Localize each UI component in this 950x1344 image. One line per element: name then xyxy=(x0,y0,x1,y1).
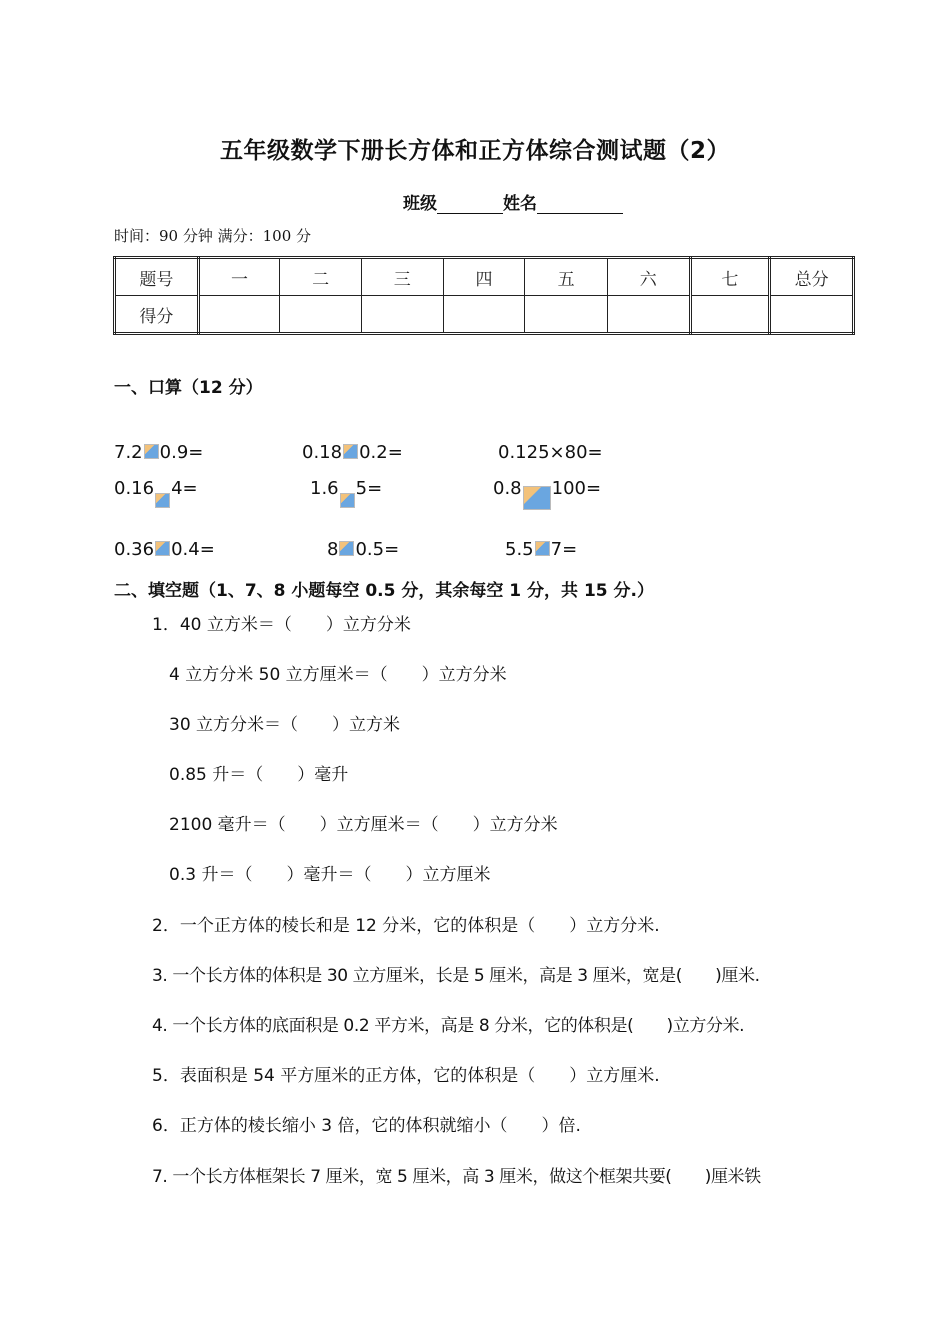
section-2-heading: 二、填空题（1、7、8 小题每空 0.5 分，其余每空 1 分，共 15 分.） xyxy=(114,581,654,601)
question-line: 3. 一个长方体的体积是 30 立方厘米，长是 5 厘米，高是 3 厘米，宽是( )厘米. xyxy=(152,966,760,986)
calc-item: 0.16 4= xyxy=(114,478,198,508)
calc-item: 5.5 7= xyxy=(505,539,578,560)
score-cell: 总分 xyxy=(770,258,854,296)
name-blank[interactable] xyxy=(537,195,623,214)
score-input-cell[interactable] xyxy=(361,296,443,334)
score-cell: 七 xyxy=(690,258,770,296)
broken-image-icon xyxy=(339,541,354,556)
class-name-line xyxy=(403,189,623,214)
calc-item: 0.8 100= xyxy=(493,478,601,510)
calc-item: 8 0.5= xyxy=(327,539,400,560)
score-cell: 一 xyxy=(198,258,280,296)
score-cell: 四 xyxy=(443,258,525,296)
page-title: 五年级数学下册长方体和正方体综合测试题（2） xyxy=(219,138,730,164)
score-cell: 五 xyxy=(525,258,608,296)
question-line: 2．一个正方体的棱长和是 12 分米，它的体积是（ ）立方分米. xyxy=(152,916,660,936)
score-cell: 得分 xyxy=(115,296,199,334)
score-table xyxy=(113,256,855,335)
calc-item: 0.125×80= xyxy=(498,442,603,463)
score-input-cell[interactable] xyxy=(443,296,525,334)
score-input-cell[interactable] xyxy=(770,296,854,334)
class-label: 班级 xyxy=(403,194,437,214)
calc-item: 0.36 0.4= xyxy=(114,539,215,560)
question-line: 4 立方分米 50 立方厘米＝（ ）立方分米 xyxy=(169,665,507,685)
score-input-cell[interactable] xyxy=(690,296,770,334)
question-line: 30 立方分米＝（ ）立方米 xyxy=(169,715,401,735)
question-line: 7. 一个长方体框架长 7 厘米，宽 5 厘米，高 3 厘米，做这个框架共要( )厘米铁 xyxy=(152,1167,761,1187)
question-line: 0.3 升＝（ ）毫升＝（ ）立方厘米 xyxy=(169,865,491,885)
exam-meta: 时间：90 分钟 满分：100 分 xyxy=(114,227,312,245)
score-input-cell[interactable] xyxy=(198,296,280,334)
question-line: 6．正方体的棱长缩小 3 倍，它的体积就缩小（ ）倍. xyxy=(152,1116,581,1136)
score-cell: 二 xyxy=(280,258,362,296)
calc-item: 1.6 5= xyxy=(310,478,382,508)
question-line: 5．表面积是 54 平方厘米的正方体，它的体积是（ ）立方厘米. xyxy=(152,1066,660,1086)
broken-image-icon xyxy=(343,444,358,459)
score-input-cell[interactable] xyxy=(607,296,690,334)
broken-image-icon xyxy=(523,486,551,510)
section-1-heading: 一、口算（12 分） xyxy=(114,378,263,398)
score-cell: 题号 xyxy=(115,258,199,296)
question-line: 1．40 立方米＝（ ）立方分米 xyxy=(152,615,411,635)
broken-image-icon xyxy=(340,493,355,508)
broken-image-icon xyxy=(535,541,550,556)
broken-image-icon xyxy=(155,541,170,556)
score-header-row xyxy=(115,258,854,296)
score-input-cell[interactable] xyxy=(280,296,362,334)
score-cell: 六 xyxy=(607,258,690,296)
name-label: 姓名 xyxy=(503,194,537,214)
score-input-cell[interactable] xyxy=(525,296,608,334)
broken-image-icon xyxy=(144,444,159,459)
calc-item: 7.2 0.9= xyxy=(114,442,204,463)
question-line: 4. 一个长方体的底面积是 0.2 平方米，高是 8 分米，它的体积是( )立方分米. xyxy=(152,1016,745,1036)
calc-item: 0.18 0.2= xyxy=(302,442,403,463)
question-line: 2100 毫升＝（ ）立方厘米＝（ ）立方分米 xyxy=(169,815,558,835)
question-line: 0.85 升＝（ ）毫升 xyxy=(169,765,349,785)
broken-image-icon xyxy=(155,493,170,508)
class-blank[interactable] xyxy=(437,195,503,214)
score-value-row xyxy=(115,296,854,334)
score-cell: 三 xyxy=(361,258,443,296)
